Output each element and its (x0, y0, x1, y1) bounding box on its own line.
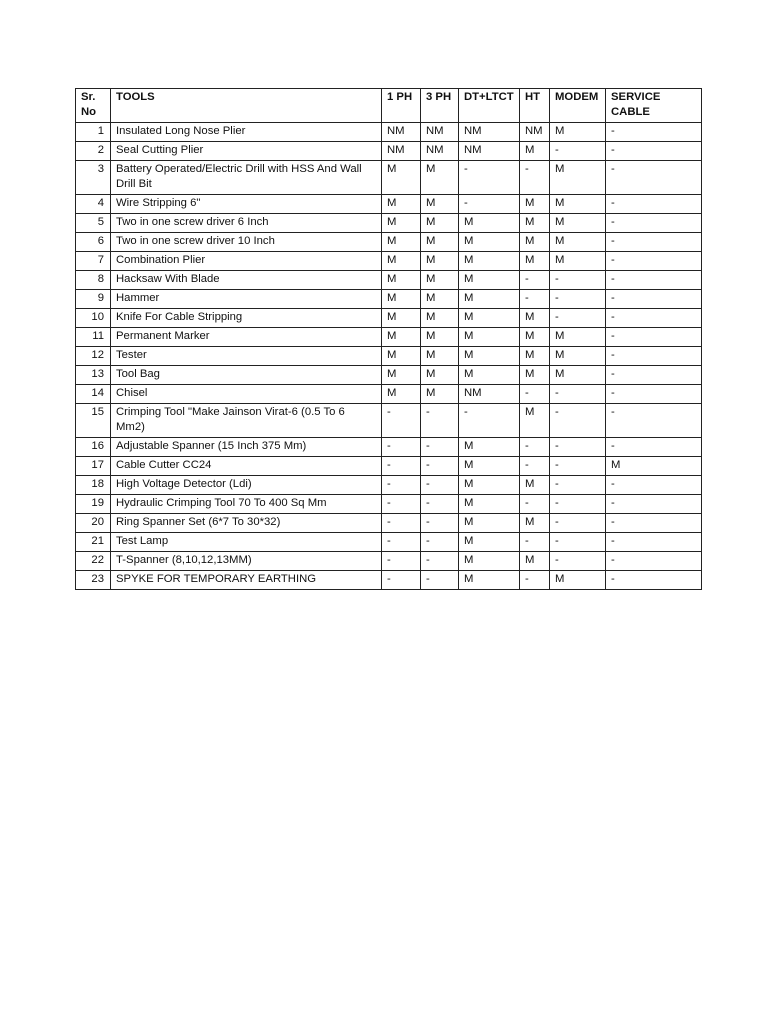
table-row (76, 438, 702, 457)
cell-service-cable: - (606, 552, 702, 571)
cell-ht: M (520, 195, 550, 214)
cell-modem: - (550, 438, 606, 457)
cell-ht: M (520, 347, 550, 366)
cell-1ph: - (382, 457, 421, 476)
cell-modem: M (550, 233, 606, 252)
cell-ht: - (520, 495, 550, 514)
header-ht: HT (520, 89, 550, 123)
cell-1ph: M (382, 195, 421, 214)
cell-tool: Tool Bag (111, 366, 382, 385)
cell-modem: M (550, 347, 606, 366)
cell-3ph: NM (421, 123, 459, 142)
cell-1ph: - (382, 533, 421, 552)
cell-dt-ltct: M (459, 252, 520, 271)
cell-ht: - (520, 161, 550, 195)
cell-tool: Crimping Tool "Make Jainson Virat-6 (0.5 To 6 Mm2) (111, 404, 382, 438)
cell-sr-no: 23 (76, 571, 111, 590)
cell-tool: Cable Cutter CC24 (111, 457, 382, 476)
cell-ht: - (520, 533, 550, 552)
table-row (76, 476, 702, 495)
cell-3ph: M (421, 195, 459, 214)
cell-ht: - (520, 457, 550, 476)
cell-dt-ltct: M (459, 533, 520, 552)
cell-modem: M (550, 195, 606, 214)
cell-service-cable: - (606, 366, 702, 385)
cell-modem: M (550, 366, 606, 385)
cell-dt-ltct: M (459, 290, 520, 309)
cell-modem: M (550, 328, 606, 347)
cell-3ph: - (421, 457, 459, 476)
cell-dt-ltct: M (459, 457, 520, 476)
cell-3ph: M (421, 347, 459, 366)
cell-dt-ltct: M (459, 571, 520, 590)
cell-sr-no: 22 (76, 552, 111, 571)
cell-3ph: M (421, 271, 459, 290)
cell-service-cable: - (606, 123, 702, 142)
table-body (76, 123, 702, 590)
cell-sr-no: 13 (76, 366, 111, 385)
cell-sr-no: 10 (76, 309, 111, 328)
cell-sr-no: 4 (76, 195, 111, 214)
table-row (76, 195, 702, 214)
cell-service-cable: M (606, 457, 702, 476)
cell-3ph: M (421, 366, 459, 385)
cell-modem: - (550, 476, 606, 495)
cell-ht: M (520, 404, 550, 438)
cell-ht: M (520, 142, 550, 161)
cell-tool: High Voltage Detector (Ldi) (111, 476, 382, 495)
cell-modem: - (550, 385, 606, 404)
table-row (76, 495, 702, 514)
cell-modem: - (550, 533, 606, 552)
cell-dt-ltct: M (459, 476, 520, 495)
cell-modem: M (550, 571, 606, 590)
cell-sr-no: 8 (76, 271, 111, 290)
cell-1ph: M (382, 385, 421, 404)
cell-dt-ltct: M (459, 366, 520, 385)
cell-service-cable: - (606, 252, 702, 271)
cell-3ph: M (421, 290, 459, 309)
table-row (76, 328, 702, 347)
cell-sr-no: 14 (76, 385, 111, 404)
cell-dt-ltct: M (459, 552, 520, 571)
cell-service-cable: - (606, 195, 702, 214)
cell-dt-ltct: NM (459, 142, 520, 161)
cell-dt-ltct: M (459, 495, 520, 514)
cell-1ph: - (382, 404, 421, 438)
cell-ht: M (520, 476, 550, 495)
table-row (76, 271, 702, 290)
cell-3ph: M (421, 252, 459, 271)
header-3ph: 3 PH (421, 89, 459, 123)
table-row (76, 514, 702, 533)
cell-1ph: NM (382, 123, 421, 142)
cell-3ph: - (421, 552, 459, 571)
cell-3ph: - (421, 571, 459, 590)
table-row (76, 552, 702, 571)
cell-service-cable: - (606, 476, 702, 495)
cell-3ph: M (421, 214, 459, 233)
cell-tool: Chisel (111, 385, 382, 404)
cell-tool: Hydraulic Crimping Tool 70 To 400 Sq Mm (111, 495, 382, 514)
cell-1ph: M (382, 271, 421, 290)
table-row (76, 309, 702, 328)
tools-table (75, 88, 702, 590)
table-row (76, 571, 702, 590)
cell-modem: M (550, 161, 606, 195)
cell-3ph: M (421, 328, 459, 347)
header-sr-no: Sr. No (76, 89, 111, 123)
cell-ht: M (520, 552, 550, 571)
cell-modem: - (550, 495, 606, 514)
table-row (76, 347, 702, 366)
cell-dt-ltct: NM (459, 123, 520, 142)
cell-tool: Battery Operated/Electric Drill with HSS And Wall Drill Bit (111, 161, 382, 195)
cell-modem: - (550, 457, 606, 476)
cell-ht: - (520, 290, 550, 309)
cell-modem: - (550, 309, 606, 328)
cell-dt-ltct: M (459, 328, 520, 347)
cell-tool: Combination Plier (111, 252, 382, 271)
cell-ht: - (520, 271, 550, 290)
cell-tool: Two in one screw driver 6 Inch (111, 214, 382, 233)
cell-3ph: - (421, 495, 459, 514)
cell-3ph: - (421, 438, 459, 457)
cell-3ph: M (421, 385, 459, 404)
cell-tool: Knife For Cable Stripping (111, 309, 382, 328)
cell-tool: Permanent Marker (111, 328, 382, 347)
cell-dt-ltct: - (459, 404, 520, 438)
cell-modem: - (550, 142, 606, 161)
cell-3ph: M (421, 161, 459, 195)
header-1ph: 1 PH (382, 89, 421, 123)
cell-3ph: - (421, 476, 459, 495)
cell-modem: - (550, 514, 606, 533)
cell-1ph: M (382, 347, 421, 366)
cell-ht: M (520, 328, 550, 347)
table-header-row (76, 89, 702, 123)
table-row (76, 142, 702, 161)
cell-service-cable: - (606, 290, 702, 309)
cell-dt-ltct: - (459, 161, 520, 195)
cell-dt-ltct: M (459, 438, 520, 457)
cell-tool: Hacksaw With Blade (111, 271, 382, 290)
cell-tool: Seal Cutting Plier (111, 142, 382, 161)
cell-sr-no: 12 (76, 347, 111, 366)
header-modem: MODEM (550, 89, 606, 123)
cell-3ph: NM (421, 142, 459, 161)
cell-modem: - (550, 552, 606, 571)
cell-dt-ltct: M (459, 233, 520, 252)
cell-modem: M (550, 214, 606, 233)
cell-tool: Insulated Long Nose Plier (111, 123, 382, 142)
cell-1ph: NM (382, 142, 421, 161)
cell-service-cable: - (606, 161, 702, 195)
cell-sr-no: 15 (76, 404, 111, 438)
cell-service-cable: - (606, 271, 702, 290)
cell-ht: M (520, 309, 550, 328)
table-row (76, 290, 702, 309)
cell-tool: Hammer (111, 290, 382, 309)
cell-sr-no: 21 (76, 533, 111, 552)
cell-service-cable: - (606, 385, 702, 404)
cell-ht: M (520, 366, 550, 385)
cell-dt-ltct: M (459, 347, 520, 366)
table-row (76, 252, 702, 271)
cell-service-cable: - (606, 142, 702, 161)
cell-1ph: M (382, 290, 421, 309)
cell-1ph: - (382, 495, 421, 514)
header-service-cable: SERVICE CABLE (606, 89, 702, 123)
table-row (76, 457, 702, 476)
cell-sr-no: 16 (76, 438, 111, 457)
cell-tool: Wire Stripping 6" (111, 195, 382, 214)
cell-tool: T-Spanner (8,10,12,13MM) (111, 552, 382, 571)
table-row (76, 161, 702, 195)
cell-ht: M (520, 252, 550, 271)
cell-sr-no: 2 (76, 142, 111, 161)
cell-sr-no: 19 (76, 495, 111, 514)
cell-ht: - (520, 438, 550, 457)
cell-3ph: - (421, 514, 459, 533)
cell-1ph: - (382, 438, 421, 457)
cell-1ph: M (382, 366, 421, 385)
cell-3ph: M (421, 309, 459, 328)
cell-tool: Test Lamp (111, 533, 382, 552)
cell-tool: SPYKE FOR TEMPORARY EARTHING (111, 571, 382, 590)
cell-3ph: - (421, 533, 459, 552)
cell-dt-ltct: M (459, 214, 520, 233)
cell-1ph: - (382, 476, 421, 495)
cell-tool: Two in one screw driver 10 Inch (111, 233, 382, 252)
cell-1ph: M (382, 252, 421, 271)
cell-service-cable: - (606, 347, 702, 366)
cell-ht: - (520, 571, 550, 590)
cell-ht: NM (520, 123, 550, 142)
table-row (76, 533, 702, 552)
table-row (76, 123, 702, 142)
table-row (76, 366, 702, 385)
cell-dt-ltct: M (459, 309, 520, 328)
cell-modem: - (550, 290, 606, 309)
cell-ht: M (520, 214, 550, 233)
cell-dt-ltct: NM (459, 385, 520, 404)
cell-tool: Adjustable Spanner (15 Inch 375 Mm) (111, 438, 382, 457)
cell-ht: M (520, 233, 550, 252)
cell-ht: - (520, 385, 550, 404)
cell-dt-ltct: - (459, 195, 520, 214)
cell-sr-no: 11 (76, 328, 111, 347)
cell-sr-no: 7 (76, 252, 111, 271)
cell-sr-no: 5 (76, 214, 111, 233)
header-dt-ltct: DT+LTCT (459, 89, 520, 123)
cell-service-cable: - (606, 214, 702, 233)
table-row (76, 385, 702, 404)
cell-service-cable: - (606, 495, 702, 514)
cell-modem: M (550, 252, 606, 271)
cell-1ph: M (382, 161, 421, 195)
header-tools: TOOLS (111, 89, 382, 123)
cell-service-cable: - (606, 404, 702, 438)
cell-service-cable: - (606, 571, 702, 590)
cell-1ph: - (382, 552, 421, 571)
cell-1ph: M (382, 233, 421, 252)
cell-1ph: M (382, 328, 421, 347)
cell-tool: Tester (111, 347, 382, 366)
cell-service-cable: - (606, 514, 702, 533)
cell-sr-no: 20 (76, 514, 111, 533)
table-row (76, 233, 702, 252)
cell-sr-no: 18 (76, 476, 111, 495)
cell-service-cable: - (606, 533, 702, 552)
cell-dt-ltct: M (459, 271, 520, 290)
cell-3ph: - (421, 404, 459, 438)
cell-1ph: M (382, 309, 421, 328)
cell-service-cable: - (606, 309, 702, 328)
table-row (76, 404, 702, 438)
cell-sr-no: 9 (76, 290, 111, 309)
cell-sr-no: 17 (76, 457, 111, 476)
cell-sr-no: 1 (76, 123, 111, 142)
table-row (76, 214, 702, 233)
cell-ht: M (520, 514, 550, 533)
cell-sr-no: 6 (76, 233, 111, 252)
cell-tool: Ring Spanner Set (6*7 To 30*32) (111, 514, 382, 533)
cell-1ph: M (382, 214, 421, 233)
cell-1ph: - (382, 514, 421, 533)
cell-service-cable: - (606, 438, 702, 457)
cell-service-cable: - (606, 233, 702, 252)
cell-1ph: - (382, 571, 421, 590)
cell-modem: - (550, 404, 606, 438)
cell-modem: M (550, 123, 606, 142)
cell-modem: - (550, 271, 606, 290)
cell-dt-ltct: M (459, 514, 520, 533)
cell-service-cable: - (606, 328, 702, 347)
cell-sr-no: 3 (76, 161, 111, 195)
cell-3ph: M (421, 233, 459, 252)
